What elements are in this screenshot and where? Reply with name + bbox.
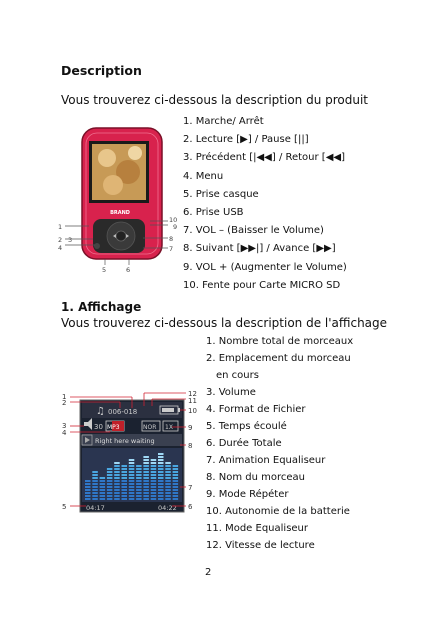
display-illustration xyxy=(62,390,202,525)
eq-segment xyxy=(92,474,98,476)
eq-segment xyxy=(143,486,149,488)
list-item: 2. Emplacement du morceau xyxy=(206,353,351,364)
eq-segment xyxy=(158,477,164,479)
list-item-continuation: en cours xyxy=(216,370,259,381)
eq-segment xyxy=(165,468,171,470)
eq-segment xyxy=(158,456,164,458)
eq-segment xyxy=(165,480,171,482)
eq-segment xyxy=(158,474,164,476)
eq-segment xyxy=(114,489,120,491)
eq-segment xyxy=(114,465,120,467)
list-item: 10. Fente pour Carte MICRO SD xyxy=(183,279,341,291)
eq-segment xyxy=(129,462,135,464)
eq-segment xyxy=(122,480,128,482)
eq-segment xyxy=(158,495,164,497)
display-section-title: 1. Affichage xyxy=(61,300,142,314)
eq-segment xyxy=(100,480,106,482)
list-item: 5. Prise casque xyxy=(183,188,259,200)
eq-segment xyxy=(173,480,179,482)
list-item: 11. Mode Equaliseur xyxy=(206,523,309,534)
eq-segment xyxy=(129,483,135,485)
list-item: 12. Vitesse de lecture xyxy=(206,540,315,551)
eq-segment xyxy=(107,468,113,470)
eq-segment xyxy=(151,468,157,470)
display-callout-7: 7 xyxy=(188,484,193,492)
eq-segment xyxy=(114,474,120,476)
eq-segment xyxy=(173,477,179,479)
eq-segment xyxy=(158,492,164,494)
display-callout-12: 12 xyxy=(188,390,197,398)
list-item: 3. Volume xyxy=(206,387,256,398)
eq-segment xyxy=(122,474,128,476)
callout-7: 7 xyxy=(169,245,174,253)
eq-segment xyxy=(136,492,142,494)
eq-segment xyxy=(122,495,128,497)
eq-segment xyxy=(143,462,149,464)
display-callout-8: 8 xyxy=(188,442,193,450)
eq-segment xyxy=(158,498,164,500)
eq-segment xyxy=(85,483,91,485)
eq-segment xyxy=(143,498,149,500)
eq-segment xyxy=(136,489,142,491)
eq-segment xyxy=(107,489,113,491)
eq-segment xyxy=(143,459,149,461)
list-item: 1. Nombre total de morceaux xyxy=(206,336,354,347)
eq-segment xyxy=(173,474,179,476)
eq-segment xyxy=(114,480,120,482)
eq-segment xyxy=(158,453,164,455)
eq-segment xyxy=(136,468,142,470)
eq-segment xyxy=(122,492,128,494)
display-callout-4: 4 xyxy=(62,429,67,437)
eq-segment xyxy=(143,471,149,473)
eq-segment xyxy=(158,459,164,461)
format-badge: MP3 xyxy=(107,424,120,431)
eq-segment xyxy=(136,495,142,497)
eq-segment xyxy=(143,477,149,479)
eq-segment xyxy=(92,483,98,485)
eq-segment xyxy=(100,492,106,494)
eq-segment xyxy=(129,492,135,494)
volume-value: 30 xyxy=(94,423,103,431)
eq-segment xyxy=(165,492,171,494)
eq-segment xyxy=(92,498,98,500)
eq-segment xyxy=(173,489,179,491)
display-callout-1: 1 xyxy=(62,393,67,401)
display-callout-10: 10 xyxy=(188,407,197,415)
eq-segment xyxy=(85,492,91,494)
eq-segment xyxy=(151,483,157,485)
eq-segment xyxy=(136,483,142,485)
section-title: Description xyxy=(61,63,142,78)
eq-segment xyxy=(129,480,135,482)
display-callout-9: 9 xyxy=(188,424,193,432)
eq-segment xyxy=(107,477,113,479)
eq-segment xyxy=(143,483,149,485)
eq-segment xyxy=(165,483,171,485)
list-item: 4. Menu xyxy=(183,170,224,182)
list-item: 9. VOL + (Augmenter le Volume) xyxy=(183,261,347,273)
total-time: 04:22 xyxy=(158,504,177,512)
eq-segment xyxy=(151,480,157,482)
list-item: 9. Mode Répéter xyxy=(206,489,289,500)
eq-segment xyxy=(151,498,157,500)
product-parts-list xyxy=(183,113,347,295)
eq-segment xyxy=(85,489,91,491)
track-counter: 006-018 xyxy=(108,408,138,416)
eq-segment xyxy=(136,498,142,500)
speed-badge: 1X xyxy=(165,424,173,431)
list-item: 6. Durée Totale xyxy=(206,438,282,449)
eq-segment xyxy=(129,489,135,491)
eq-segment xyxy=(151,489,157,491)
eq-segment xyxy=(158,480,164,482)
eq-segment xyxy=(114,477,120,479)
eq-segment xyxy=(158,471,164,473)
eq-segment xyxy=(165,498,171,500)
eq-segment xyxy=(122,483,128,485)
eq-segment xyxy=(173,471,179,473)
eq-segment xyxy=(143,495,149,497)
callout-6: 6 xyxy=(126,266,131,274)
eq-segment xyxy=(165,471,171,473)
eq-segment xyxy=(85,486,91,488)
eq-segment xyxy=(151,477,157,479)
eq-segment xyxy=(165,477,171,479)
display-callout-3: 3 xyxy=(62,422,67,430)
eq-segment xyxy=(151,486,157,488)
eq-segment xyxy=(100,486,106,488)
eq-segment xyxy=(100,489,106,491)
eq-segment xyxy=(85,495,91,497)
eq-segment xyxy=(114,483,120,485)
eq-segment xyxy=(114,492,120,494)
eq-segment xyxy=(143,456,149,458)
eq-segment xyxy=(92,486,98,488)
eq-segment xyxy=(129,498,135,500)
eq-segment xyxy=(173,495,179,497)
eq-segment xyxy=(92,471,98,473)
eq-segment xyxy=(122,471,128,473)
eq-segment xyxy=(114,495,120,497)
eq-segment xyxy=(129,471,135,473)
display-callout-2: 2 xyxy=(62,399,67,407)
eq-segment xyxy=(92,480,98,482)
eq-segment xyxy=(85,498,91,500)
center-button xyxy=(116,231,126,241)
eq-segment xyxy=(114,471,120,473)
eq-segment xyxy=(151,471,157,473)
display-callout-5: 5 xyxy=(62,503,67,511)
brand-label: BRAND xyxy=(110,210,130,216)
eq-segment xyxy=(129,468,135,470)
eq-segment xyxy=(114,462,120,464)
eq-segment xyxy=(165,489,171,491)
eq-segment xyxy=(165,495,171,497)
callout-3: 3 xyxy=(68,236,73,244)
eq-segment xyxy=(143,468,149,470)
list-item: 4. Format de Fichier xyxy=(206,404,306,415)
eq-segment xyxy=(151,462,157,464)
eq-segment xyxy=(151,495,157,497)
eq-segment xyxy=(143,492,149,494)
list-item: 8. Suivant [▶▶|] / Avance [▶▶] xyxy=(183,243,336,255)
list-item: 2. Lecture [▶] / Pause [||] xyxy=(183,134,309,146)
eq-segment xyxy=(151,474,157,476)
eq-segment xyxy=(107,483,113,485)
eq-segment xyxy=(173,468,179,470)
eq-segment xyxy=(107,492,113,494)
eq-segment xyxy=(129,459,135,461)
eq-segment xyxy=(92,492,98,494)
list-item: 7. Animation Equaliseur xyxy=(206,455,326,466)
eq-segment xyxy=(158,489,164,491)
list-item: 5. Temps écoulé xyxy=(206,421,287,432)
eq-segment xyxy=(151,459,157,461)
eq-segment xyxy=(122,486,128,488)
eq-segment xyxy=(129,477,135,479)
eq-segment xyxy=(92,489,98,491)
eq-segment xyxy=(173,492,179,494)
eq-segment xyxy=(173,483,179,485)
song-title: Right here waiting xyxy=(95,437,155,445)
music-note-icon: ♫ xyxy=(96,406,105,417)
eq-segment xyxy=(151,465,157,467)
callout-1: 1 xyxy=(58,223,63,231)
elapsed-time: 04:17 xyxy=(86,504,105,512)
eq-segment xyxy=(129,495,135,497)
eq-segment xyxy=(136,471,142,473)
eq-segment xyxy=(129,474,135,476)
eq-segment xyxy=(100,483,106,485)
eq-segment xyxy=(143,480,149,482)
eq-segment xyxy=(165,474,171,476)
menu-button xyxy=(94,243,100,249)
eq-segment xyxy=(158,465,164,467)
eq-segment xyxy=(165,462,171,464)
eq-segment xyxy=(122,468,128,470)
eq-segment xyxy=(173,486,179,488)
product-intro: Vous trouverez ci-dessous la description du produit xyxy=(61,93,369,107)
eq-segment xyxy=(122,489,128,491)
callout-4: 4 xyxy=(58,244,63,252)
eq-segment xyxy=(100,498,106,500)
eq-segment xyxy=(107,486,113,488)
eq-segment xyxy=(107,495,113,497)
eq-segment xyxy=(165,465,171,467)
eq-segment xyxy=(122,465,128,467)
eq-segment xyxy=(136,486,142,488)
callout-8: 8 xyxy=(169,235,174,243)
display-items-list xyxy=(206,333,353,554)
eq-segment xyxy=(107,471,113,473)
callout-9: 9 xyxy=(173,223,178,231)
eq-segment xyxy=(173,465,179,467)
repeat-badge: NOR xyxy=(143,424,157,431)
eq-segment xyxy=(136,477,142,479)
callout-5: 5 xyxy=(102,266,107,274)
eq-segment xyxy=(136,465,142,467)
eq-segment xyxy=(165,486,171,488)
eq-segment xyxy=(143,474,149,476)
list-item: 8. Nom du morceau xyxy=(206,472,305,483)
eq-segment xyxy=(114,486,120,488)
eq-segment xyxy=(158,483,164,485)
eq-segment xyxy=(136,474,142,476)
eq-segment xyxy=(92,495,98,497)
list-item: 7. VOL – (Baisser le Volume) xyxy=(183,225,324,237)
eq-segment xyxy=(158,486,164,488)
display-callout-11: 11 xyxy=(188,397,197,405)
eq-segment xyxy=(122,498,128,500)
eq-segment xyxy=(143,489,149,491)
eq-segment xyxy=(107,480,113,482)
eq-segment xyxy=(100,495,106,497)
eq-segment xyxy=(92,477,98,479)
eq-segment xyxy=(85,480,91,482)
eq-segment xyxy=(100,477,106,479)
eq-segment xyxy=(122,477,128,479)
eq-segment xyxy=(173,498,179,500)
list-item: 10. Autonomie de la batterie xyxy=(206,506,350,517)
eq-segment xyxy=(151,492,157,494)
eq-segment xyxy=(129,465,135,467)
eq-segment xyxy=(114,468,120,470)
callout-2: 2 xyxy=(58,236,63,244)
eq-segment xyxy=(107,498,113,500)
page-number: 2 xyxy=(205,567,212,578)
eq-segment xyxy=(107,474,113,476)
eq-segment xyxy=(136,480,142,482)
display-intro: Vous trouverez ci-dessous la description de l'affichage xyxy=(61,316,388,330)
eq-segment xyxy=(158,462,164,464)
list-item: 6. Prise USB xyxy=(183,207,244,219)
eq-segment xyxy=(158,468,164,470)
callout-10: 10 xyxy=(169,216,178,224)
eq-segment xyxy=(143,465,149,467)
eq-segment xyxy=(129,486,135,488)
device-illustration xyxy=(55,125,185,275)
display-callout-6: 6 xyxy=(188,503,193,511)
eq-segment xyxy=(114,498,120,500)
list-item: 3. Précédent [|◀◀] / Retour [◀◀] xyxy=(183,152,345,164)
list-item: 1. Marche/ Arrêt xyxy=(183,116,264,127)
